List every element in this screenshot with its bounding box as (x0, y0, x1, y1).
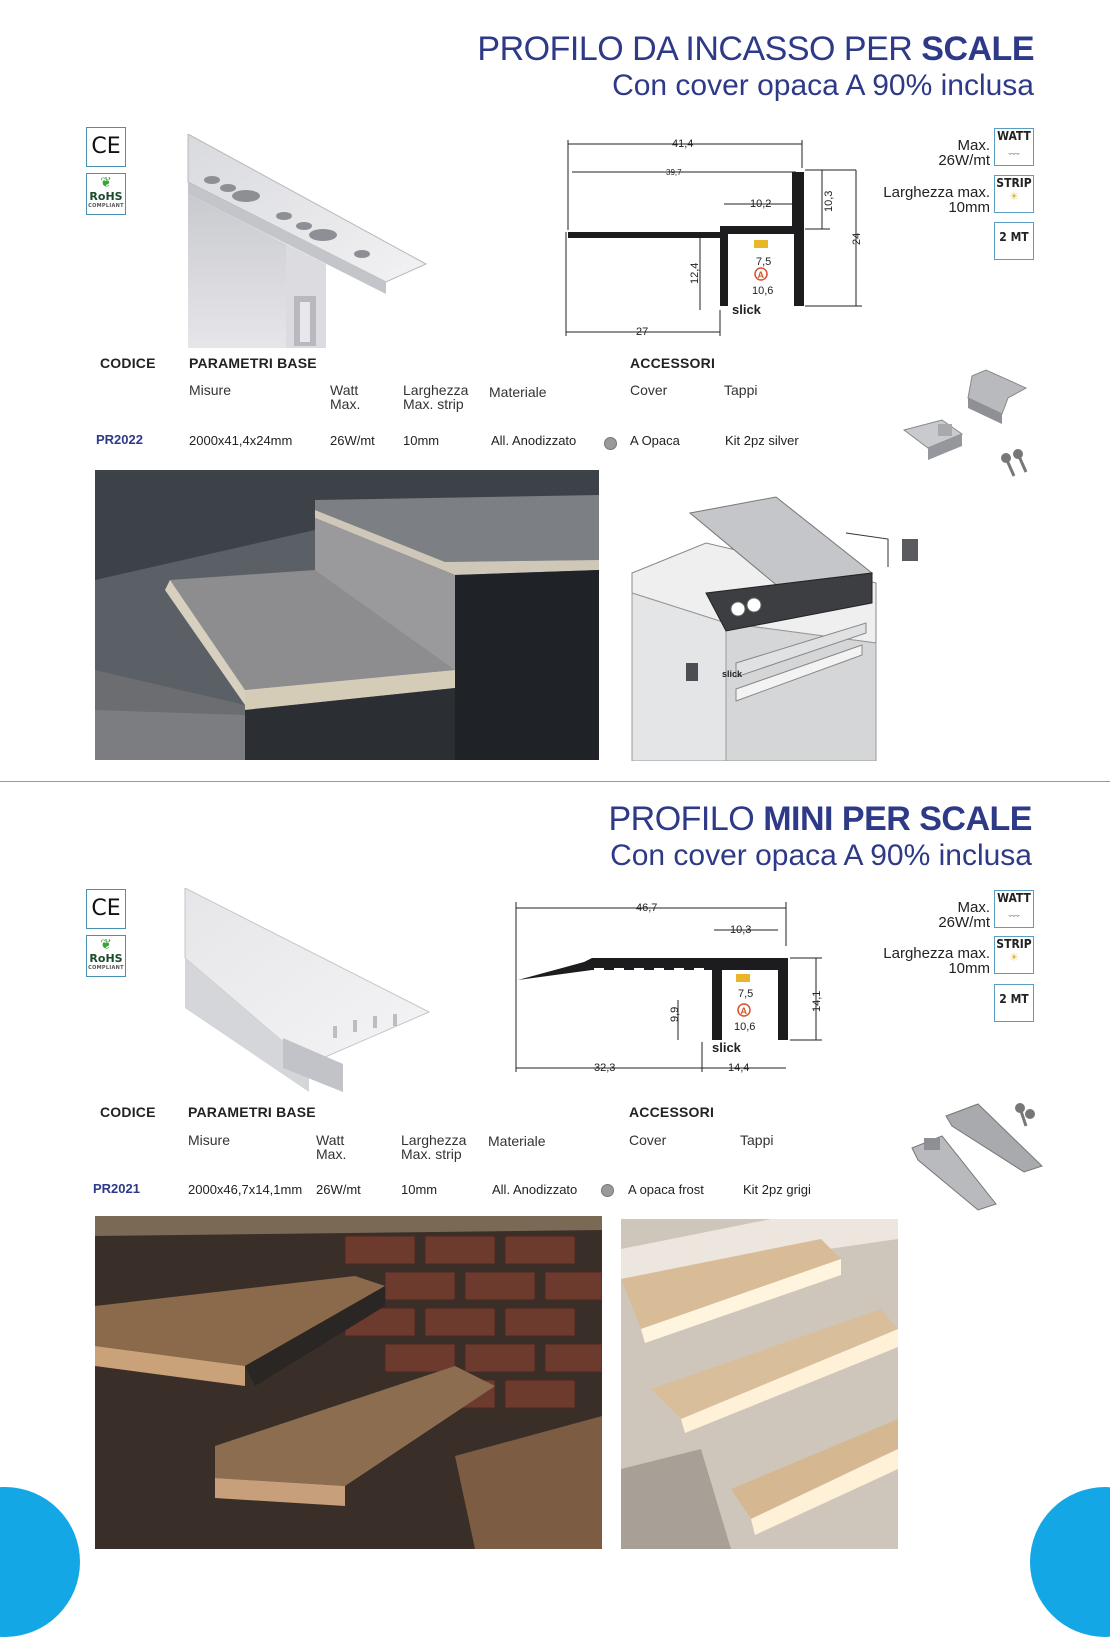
svg-text:10,2: 10,2 (750, 198, 772, 210)
svg-text:slick: slick (712, 1040, 741, 1055)
section2-sub-watt: Watt Max. (316, 1132, 347, 1162)
section1-title-block (477, 30, 1034, 104)
section2-technical-drawing (512, 896, 832, 1082)
svg-text:slick: slick (722, 669, 743, 679)
profile-render-image (183, 888, 433, 1092)
section1-sub-cover: Cover (630, 382, 668, 398)
section1-cover-value: A Opaca (630, 433, 680, 448)
ce-mark-icon: CE (86, 889, 126, 929)
svg-text:7,5: 7,5 (738, 988, 754, 1000)
section-divider (0, 781, 1110, 782)
svg-text:10,3: 10,3 (730, 924, 752, 936)
section1-watt-value: 26W/mt (330, 433, 375, 448)
section2-stair-photo-brick (95, 1216, 602, 1549)
section2-title: PROFILO MINI PER SCALE (608, 800, 1032, 838)
svg-text:24: 24 (851, 232, 863, 245)
section2-sub-cover: Cover (629, 1132, 667, 1148)
section2-larghezza-value: 10mm (401, 1182, 438, 1197)
rohs-compliant-icon: ❦ RoHS COMPLIANT (86, 173, 126, 215)
strip-icon: STRIP ☀ (994, 936, 1034, 974)
section2-strip-spec: Larghezza max. 10mm (883, 945, 990, 977)
section1-larghezza-value: 10mm (403, 433, 440, 448)
watt-icon: WATT ﹏ (994, 128, 1034, 166)
corner-decoration-right (1030, 1487, 1110, 1637)
section2-endcap-image (906, 1096, 1046, 1214)
svg-text:46,7: 46,7 (636, 902, 658, 914)
section1-materiale-value: All. Anodizzato (491, 433, 577, 448)
svg-text:A: A (757, 270, 764, 280)
section1-col-code: CODICE (100, 355, 156, 371)
section2-sub-misure: Misure (188, 1132, 231, 1148)
svg-text:39,7: 39,7 (666, 168, 682, 177)
material-color-swatch (601, 1184, 614, 1197)
section2-tappi-value: Kit 2pz grigi (743, 1182, 811, 1197)
svg-text:7,5: 7,5 (756, 256, 772, 268)
section1-technical-drawing (560, 132, 870, 344)
ce-mark-icon: CE (86, 127, 126, 167)
section1-col-params: PARAMETRI BASE (189, 355, 317, 371)
section1-strip-spec: Larghezza max. 10mm (883, 184, 990, 216)
section2-watt-spec: Max. 26W/mt (938, 899, 990, 931)
rohs-compliant-icon: ❦ RoHS COMPLIANT (86, 935, 126, 977)
svg-text:12,4: 12,4 (689, 262, 701, 284)
section2-subtitle: Con cover opaca A 90% inclusa (610, 839, 1032, 873)
section2-product-code: PR2021 (93, 1181, 140, 1196)
svg-text:32,3: 32,3 (594, 1062, 616, 1074)
section2-misure-value: 2000x46,7x14,1mm (188, 1182, 303, 1197)
section1-sub-misure: Misure (189, 382, 232, 398)
svg-text:27: 27 (636, 326, 649, 338)
section1-misure-value: 2000x41,4x24mm (189, 433, 293, 448)
section2-watt-value: 26W/mt (316, 1182, 361, 1197)
section1-col-accessories: ACCESSORI (630, 355, 716, 371)
section2-col-code: CODICE (100, 1104, 156, 1120)
section2-sub-tappi: Tappi (740, 1132, 774, 1148)
section1-watt-spec: Max. 26W/mt (938, 137, 990, 169)
section1-tappi-value: Kit 2pz silver (725, 433, 799, 448)
section2-stair-photo-white (621, 1219, 898, 1549)
section2-title-block (608, 800, 1032, 874)
section1-endcap-image (898, 364, 1038, 484)
section2-col-accessories: ACCESSORI (629, 1104, 715, 1120)
section1-sub-materiale: Materiale (489, 384, 547, 400)
section1-title: PROFILO DA INCASSO PER SCALE (477, 30, 1034, 68)
material-color-swatch (604, 437, 617, 450)
svg-text:14,1: 14,1 (811, 990, 823, 1012)
svg-text:9,9: 9,9 (669, 1006, 681, 1022)
section1-stair-photo (95, 470, 599, 760)
section1-installation-drawing (626, 493, 946, 761)
profile-render-image (186, 134, 436, 348)
section2-cover-value: A opaca frost (628, 1182, 704, 1197)
length-2mt-icon: 2 MT (994, 984, 1034, 1022)
svg-text:14,4: 14,4 (728, 1062, 750, 1074)
section1-sub-larghezza: Larghezza Max. strip (403, 382, 469, 412)
length-2mt-icon: 2 MT (994, 222, 1034, 260)
corner-decoration-left (0, 1487, 80, 1637)
section1-sub-watt: Watt Max. (330, 382, 361, 412)
watt-icon: WATT ﹏ (994, 890, 1034, 928)
svg-text:slick: slick (732, 302, 761, 317)
section1-sub-tappi: Tappi (724, 382, 758, 398)
section2-sub-materiale: Materiale (488, 1133, 546, 1149)
svg-text:41,4: 41,4 (672, 138, 694, 150)
section2-sub-larghezza: Larghezza Max. strip (401, 1132, 467, 1162)
svg-text:A: A (740, 1006, 747, 1016)
svg-text:10,6: 10,6 (752, 285, 774, 297)
section1-subtitle: Con cover opaca A 90% inclusa (612, 69, 1034, 103)
section2-col-params: PARAMETRI BASE (188, 1104, 316, 1120)
strip-icon: STRIP ☀ (994, 175, 1034, 213)
section2-materiale-value: All. Anodizzato (492, 1182, 578, 1197)
section1-product-code: PR2022 (96, 432, 143, 447)
svg-text:10,6: 10,6 (734, 1021, 756, 1033)
svg-text:10,3: 10,3 (823, 190, 835, 212)
